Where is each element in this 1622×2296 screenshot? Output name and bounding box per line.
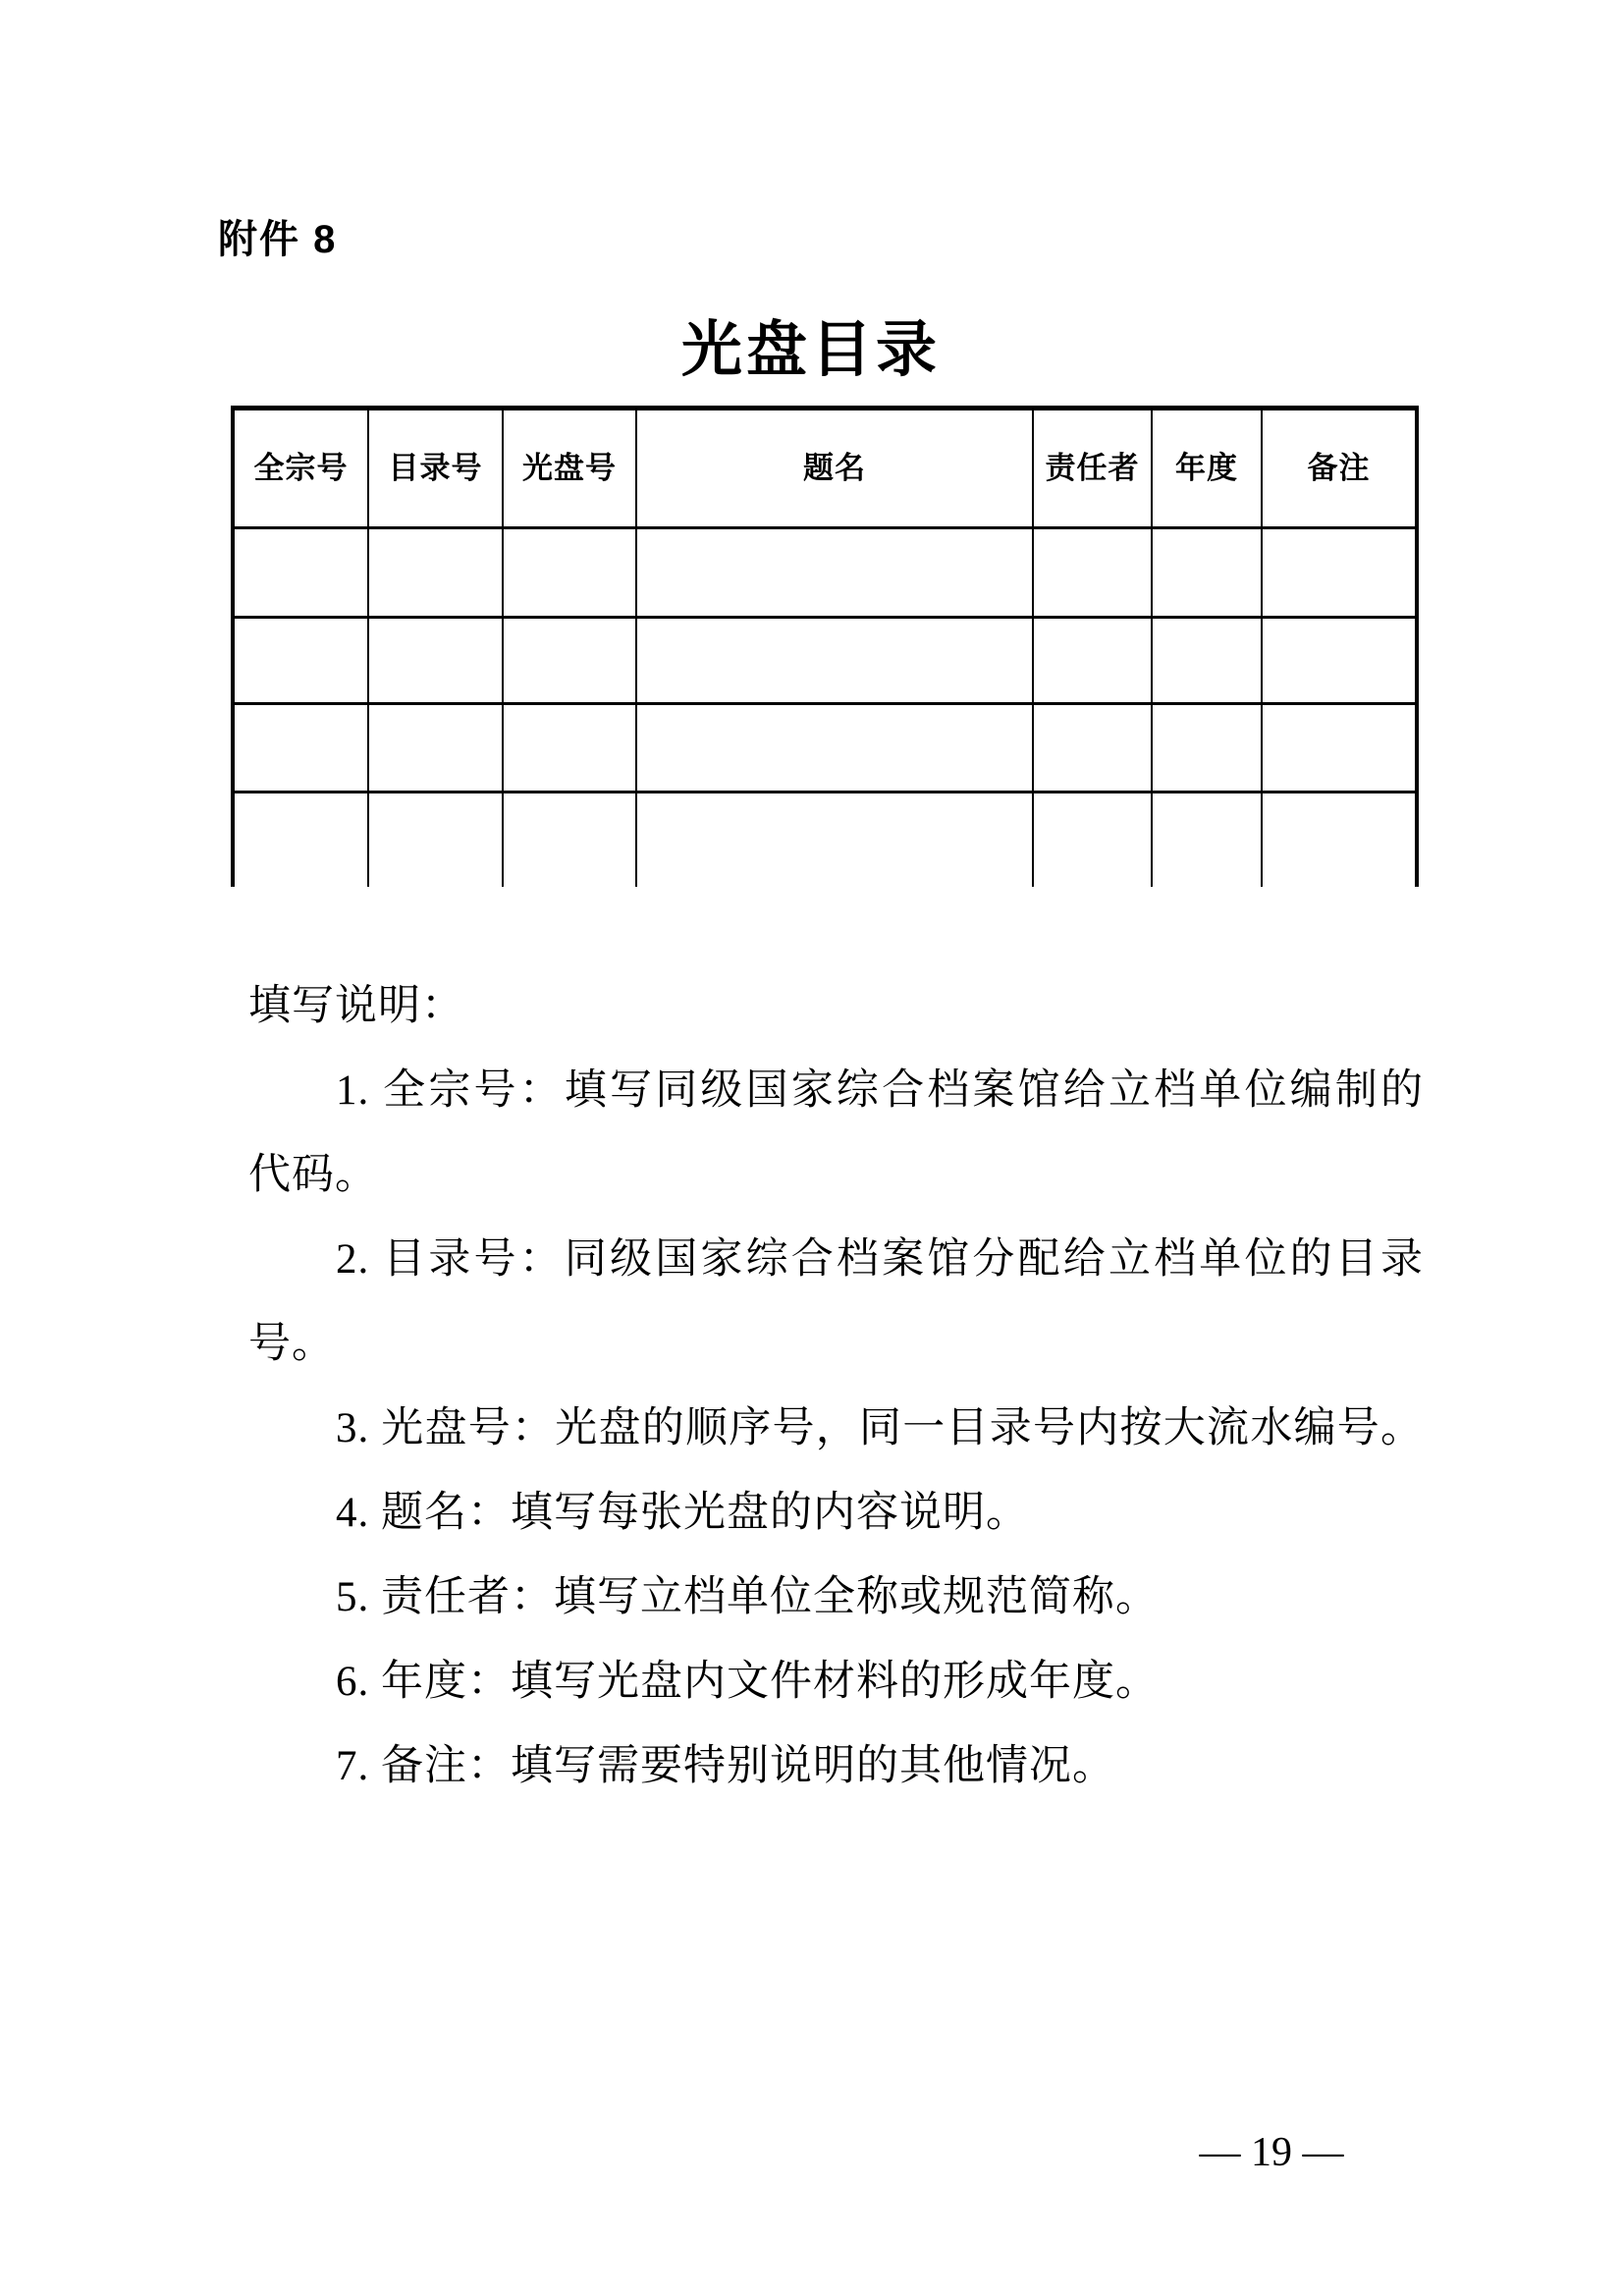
instruction-line: 3. 光盘号：光盘的顺序号，同一目录号内按大流水编号。 bbox=[336, 1405, 1424, 1451]
table-cell bbox=[637, 529, 1034, 616]
instruction-line: 1. 全宗号：填写同级国家综合档案馆给立档单位编制的 bbox=[336, 1067, 1424, 1114]
table-cell bbox=[235, 529, 369, 616]
cd-catalog-table bbox=[231, 406, 1419, 887]
table-header-row bbox=[235, 410, 1415, 529]
table-cell bbox=[637, 793, 1034, 887]
instruction-line: 2. 目录号：同级国家综合档案馆分配给立档单位的目录 bbox=[336, 1236, 1424, 1283]
header-cell-responsible-party: 责任者 bbox=[1034, 410, 1153, 526]
header-cell-catalog-number: 目录号 bbox=[369, 410, 504, 526]
table-cell bbox=[504, 619, 637, 702]
table-cell bbox=[1263, 705, 1415, 791]
attachment-label: 附件 8 bbox=[218, 218, 338, 261]
table-row-truncated bbox=[235, 793, 1415, 887]
table-cell bbox=[504, 529, 637, 616]
table-cell bbox=[637, 619, 1034, 702]
table-cell bbox=[1153, 619, 1263, 702]
page-number: — 19 — bbox=[1199, 2130, 1344, 2175]
table-cell bbox=[1263, 793, 1415, 887]
header-cell-fonds-number: 全宗号 bbox=[235, 410, 369, 526]
table-row bbox=[235, 705, 1415, 793]
table-cell bbox=[1153, 793, 1263, 887]
instruction-line: 4. 题名：填写每张光盘的内容说明。 bbox=[336, 1490, 1029, 1536]
table-cell bbox=[637, 705, 1034, 791]
table-cell bbox=[369, 705, 504, 791]
instruction-line: 5. 责任者：填写立档单位全称或规范简称。 bbox=[336, 1574, 1159, 1620]
instructions-heading: 填写说明： bbox=[248, 983, 464, 1029]
table-cell bbox=[1153, 529, 1263, 616]
table-cell bbox=[1263, 619, 1415, 702]
document-title: 光盘目录 bbox=[680, 313, 941, 385]
header-cell-title: 题名 bbox=[637, 410, 1034, 526]
table-cell bbox=[504, 705, 637, 791]
header-cell-disc-number: 光盘号 bbox=[504, 410, 637, 526]
table-cell bbox=[1034, 705, 1153, 791]
table-row bbox=[235, 529, 1415, 619]
table-cell bbox=[235, 705, 369, 791]
table-row bbox=[235, 619, 1415, 705]
table-cell bbox=[235, 619, 369, 702]
table-cell bbox=[1153, 705, 1263, 791]
header-cell-remarks: 备注 bbox=[1307, 451, 1371, 485]
table-cell bbox=[504, 793, 637, 887]
instruction-line: 7. 备注：填写需要特别说明的其他情况。 bbox=[336, 1743, 1115, 1789]
table-cell bbox=[369, 529, 504, 616]
header-cell-year: 年度 bbox=[1153, 410, 1263, 526]
table-cell bbox=[369, 619, 504, 702]
table-cell bbox=[1263, 529, 1415, 616]
instruction-line: 6. 年度：填写光盘内文件材料的形成年度。 bbox=[336, 1659, 1159, 1705]
instruction-line: 号。 bbox=[248, 1321, 335, 1367]
instruction-line: 代码。 bbox=[248, 1152, 378, 1198]
table-cell bbox=[1034, 529, 1153, 616]
table-cell bbox=[1034, 619, 1153, 702]
table-cell bbox=[235, 793, 369, 887]
table-cell bbox=[1034, 793, 1153, 887]
table-cell bbox=[369, 793, 504, 887]
